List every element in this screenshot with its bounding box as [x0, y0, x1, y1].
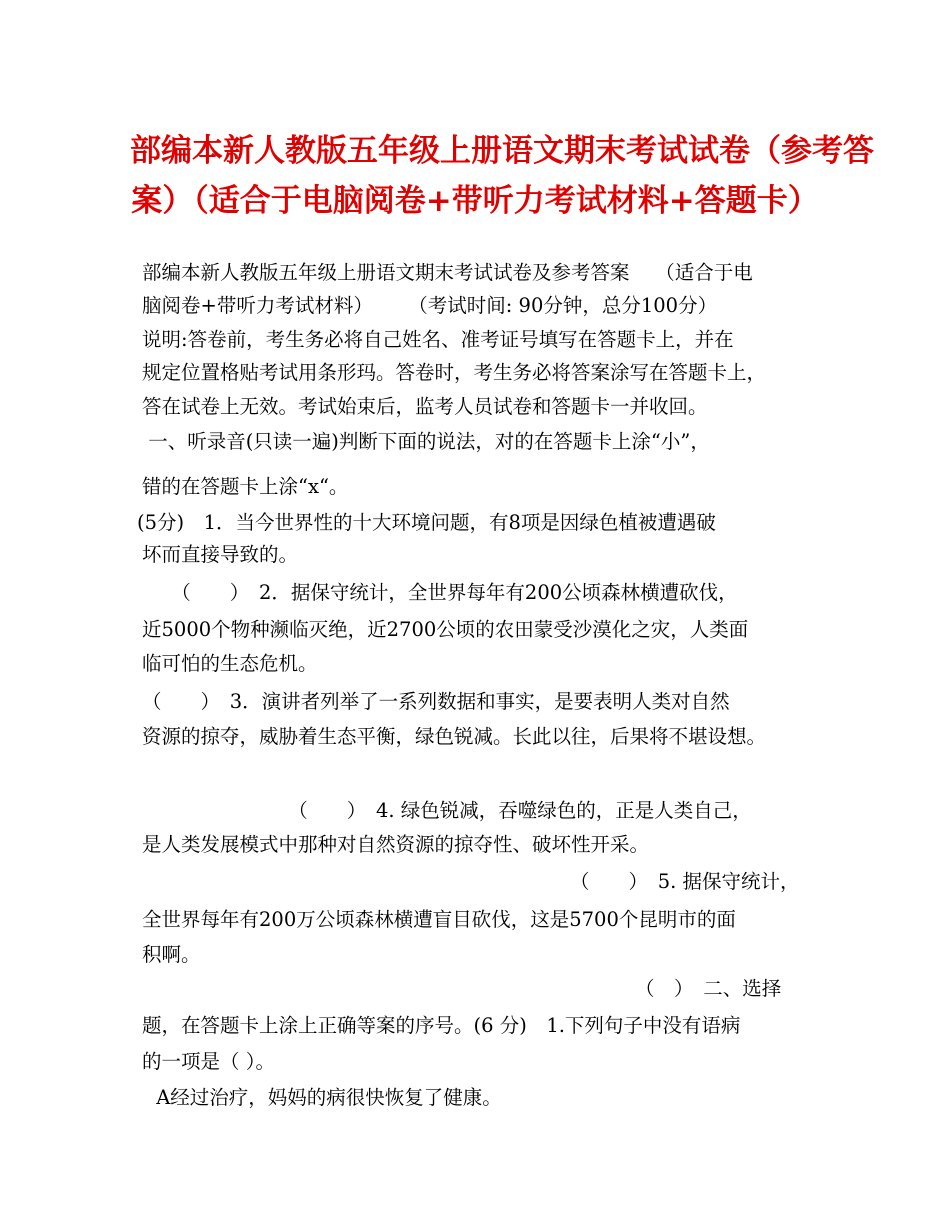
body-line: （ ） 二、选择 [635, 977, 782, 1000]
body-line: 全世界每年有200万公顷森林横遭盲目砍伐，这是5700个昆明市的面 [142, 908, 736, 931]
body-line: 脑阅卷+带听力考试材料） （考试时间: 90分钟，总分100分） [142, 294, 718, 317]
body-line: (5分) 1．当今世界性的十大环境问题，有8项是因绿色植被遭遇破 [137, 511, 716, 534]
body-line: （ ） 4. 绿色锐减，吞噬绿色的，正是人类自己， [142, 799, 752, 822]
body-line: 是人类发展模式中那种对自然资源的掠夺性、破坏性开采。 [142, 833, 650, 856]
body-line: （ ） 3．演讲者列举了一系列数据和事实，是要表明人类对自然 [142, 690, 730, 713]
body-line: 部编本新人教版五年级上册语文期末考试试卷及参考答案 （适合于电 [142, 261, 753, 284]
body-line: A经过治疗，妈妈的病很快恢复了健康。 [150, 1086, 502, 1109]
body-line: 临可怕的生态危机。 [142, 652, 318, 675]
body-line: 错的在答题卡上涂“x“。 [142, 475, 349, 498]
body-line: 说明:答卷前，考生务必将自己姓名、准考证号填写在答题卡上，并在 [142, 328, 734, 351]
body-line: 一、听录音(只读一遍)判断下面的说法，对的在答题卡上涂“小”， [142, 430, 710, 453]
body-line: 资源的掠夺，威胁着生态平衡，绿色锐减。长此以往，后果将不堪设想。 [142, 725, 767, 748]
title-line-2: 案）（适合于电脑阅卷+带听力考试材料+答题卡） [131, 183, 819, 219]
document-title [130, 126, 874, 226]
title-line-1: 部编本新人教版五年级上册语文期末考试试卷（参考答 [130, 133, 874, 169]
body-line: 坏而直接导致的。 [142, 543, 299, 566]
body-line: 的一项是（ ）。 [142, 1050, 275, 1073]
body-line: 规定位置格贴考试用条形玛。答卷时，考生务必将答案涂写在答题卡上， [142, 361, 767, 384]
body-line: 答在试卷上无效。考试始束后，监考人员试卷和答题卡一并收回。 [142, 395, 708, 418]
body-line: 近5000个物种濒临灭绝，近2700公顷的农田蒙受沙漠化之灾，人类面 [142, 618, 749, 641]
body-line: 积啊。 [142, 943, 201, 966]
body-line: （ ） 5. 据保守统计， [570, 870, 800, 893]
body-line: 题，在答题卡上涂上正确等案的序号。(6 分) 1.下列句子中没有语病 [142, 1014, 741, 1037]
body-line: （ ） 2．据保守统计，全世界每年有200公顷森林横遭砍伐， [142, 581, 738, 604]
